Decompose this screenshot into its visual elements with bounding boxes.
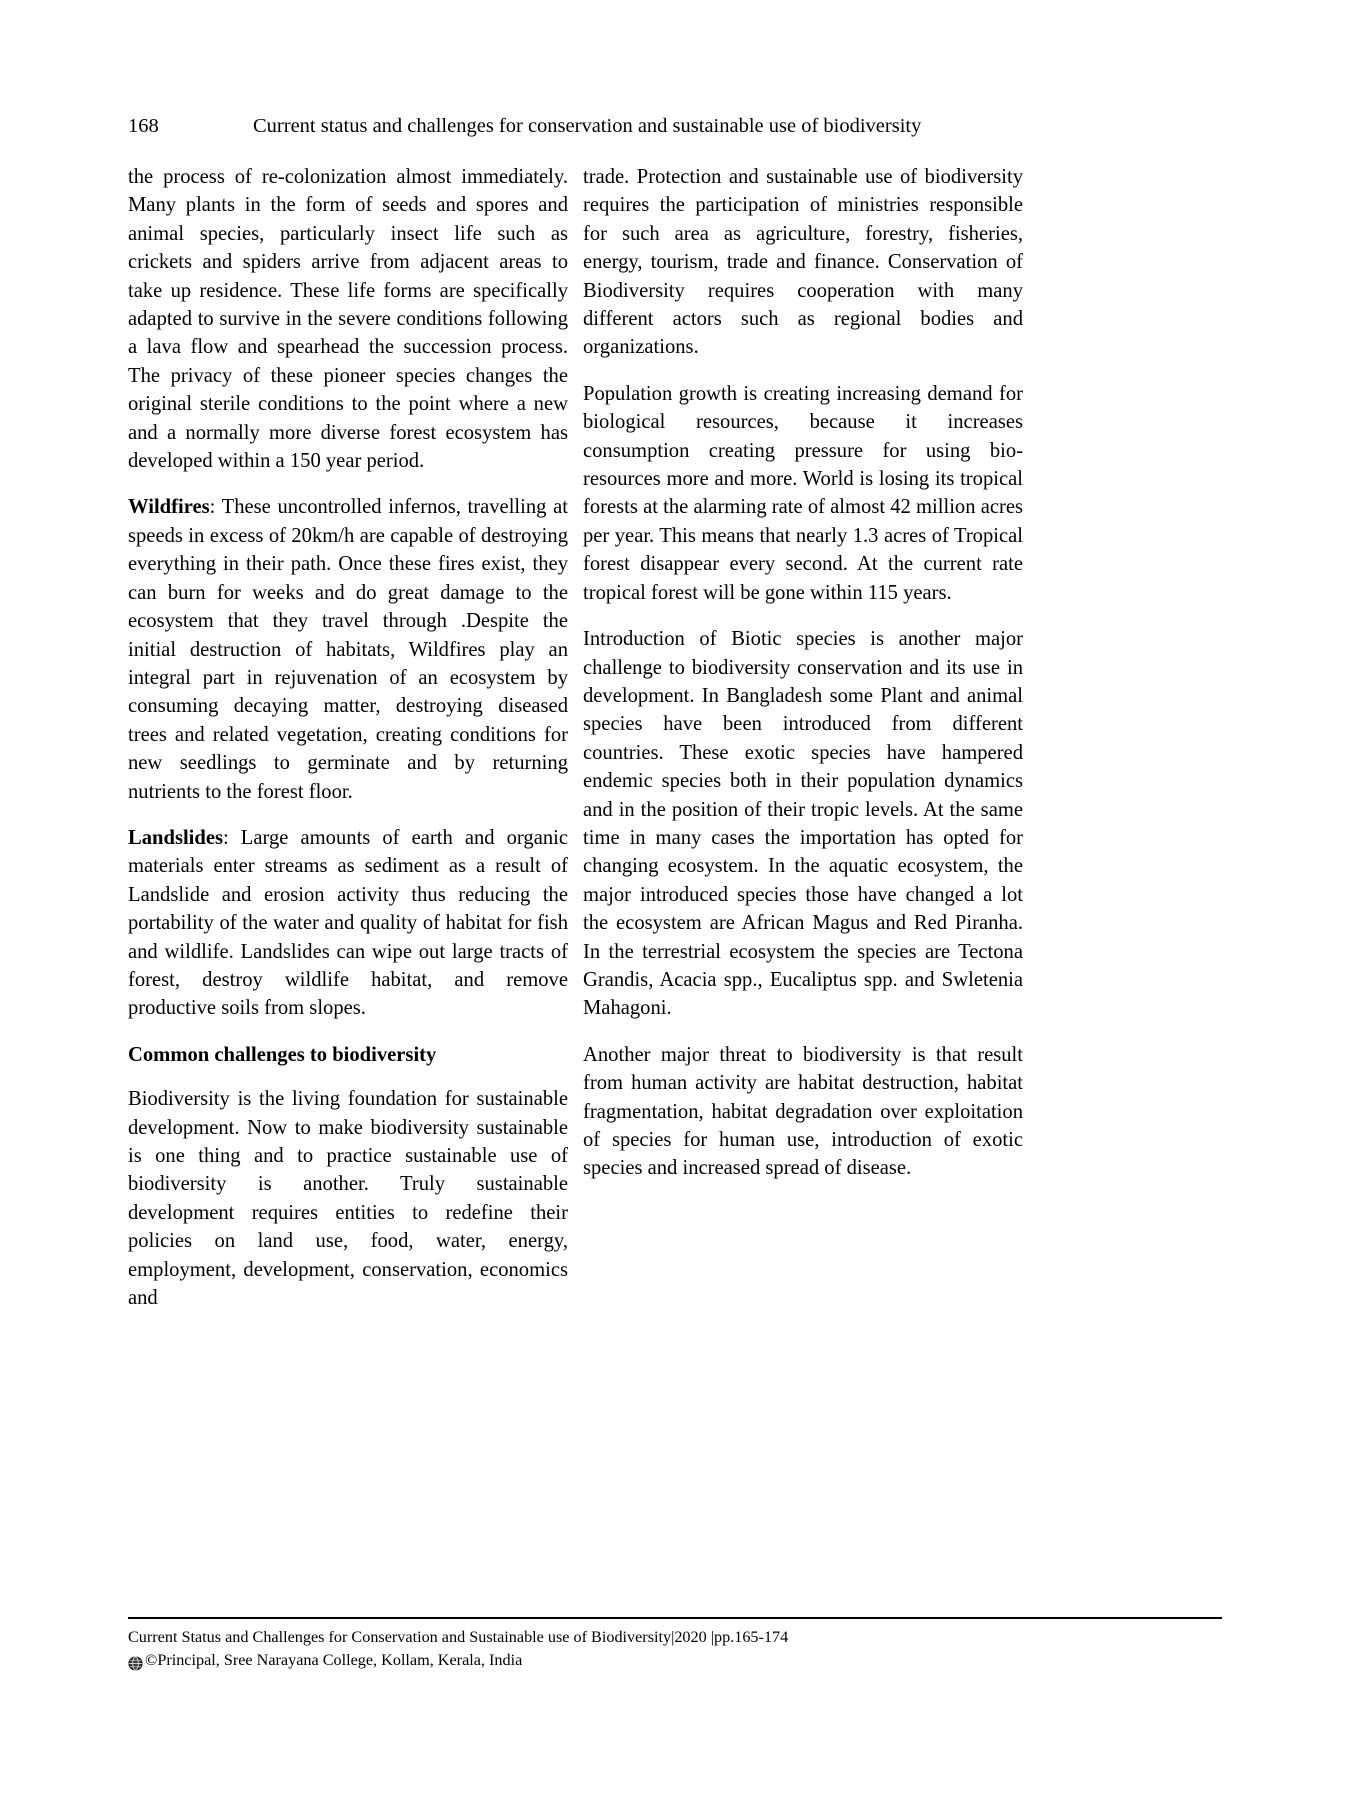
paragraph-text: : Large amounts of earth and organic materials enter streams as sediment as a result of Landslide and erosion activity thus reducing the portability of the water and quality of habitat for fish and wildlife. Landslides can wipe out large tracts of forest, destroy wildlife habitat, and remove productive soils from slopes. xyxy=(128,826,568,1020)
running-head xyxy=(128,113,1222,139)
page-footer xyxy=(128,1626,1222,1672)
section-subheading: Common challenges to biodiversity xyxy=(128,1043,437,1066)
column-left xyxy=(128,163,568,1312)
paragraph-landslides xyxy=(128,824,568,1023)
paragraph-lead-term: Wildfires xyxy=(128,496,210,519)
paragraph-wildfires xyxy=(128,493,568,805)
paragraph xyxy=(583,625,1023,1023)
paragraph xyxy=(128,1085,568,1312)
footer-citation-line: Current Status and Challenges for Conservation and Sustainable use of Biodiversity|2020 |pp.165-174 xyxy=(128,1628,789,1646)
paragraph xyxy=(128,163,568,475)
paragraph-text: the process of re-colonization almost immediately. Many plants in the form of seeds and spores and animal species, particularly insect life such as crickets and spiders arrive from adjacent areas to take up residence. These life forms are specifically adapted to survive in the severe conditions following a lava flow and spearhead the succession process. The privacy of these pioneer species changes the original sterile conditions to the point where a new and a normally more diverse forest ecosystem has developed within a 150 year period. xyxy=(128,166,568,473)
paragraph-lead-term: Landslides xyxy=(128,826,224,849)
footer-copyright-text: Principal, Sree Narayana College, Kollam, Kerala, India xyxy=(157,1651,523,1669)
paragraph xyxy=(583,380,1023,607)
paragraph xyxy=(583,1041,1023,1183)
globe-icon xyxy=(128,1655,143,1670)
footer-divider xyxy=(128,1617,1222,1619)
column-right xyxy=(583,163,1023,1183)
paragraph-text: Population growth is creating increasing demand for biological resources, because it increases consumption creating pressure for using bio-resources more and more. World is losing its tropical forests at the alarming rate of almost 42 million acres per year. This means that nearly 1.3 acres of Tropical forest disappear every second. At the current rate tropical forest will be gone within 115 years. xyxy=(583,382,1023,604)
footer-copyright-symbol: © xyxy=(145,1651,158,1669)
page-number: 168 xyxy=(128,115,159,137)
paragraph-text: Another major threat to biodiversity is that result from human activity are habitat destruction, habitat fragmentation, habitat degradation over exploitation of species for human use, introduction of exotic species and increased spread of disease. xyxy=(583,1043,1023,1180)
paragraph-text: : These uncontrolled infernos, travelling at speeds in excess of 20km/h are capable of destroying everything in their path. Once these fires exist, they can burn for weeks and do great damage to the ecosystem that they travel through .Despite the initial destruction of habitats, Wildfires play an integral part in rejuvenation of an ecosystem by consuming decaying matter, destroying diseased trees and related vegetation, creating conditions for new seedlings to germinate and by returning nutrients to the forest floor. xyxy=(128,496,568,803)
paragraph-text: trade. Protection and sustainable use of biodiversity requires the participation of ministries responsible for such area as agriculture, forestry, fisheries, energy, tourism, trade and finance. Conservation of Biodiversity requires cooperation with many different actors such as regional bodies and organizations. xyxy=(583,166,1023,359)
footer-copyright-line xyxy=(128,1649,1222,1672)
paragraph-text: Introduction of Biotic species is another major challenge to biodiversity conservation and its use in development. In Bangladesh some Plant and animal species have been introduced from different countries. These exotic species have hampered endemic species both in their population dynamics and in the position of their tropic levels. At the same time in many cases the importation has opted for changing ecosystem. In the aquatic ecosystem, the major introduced species those have changed a lot the ecosystem are African Magus and Red Piranha. In the terrestrial ecosystem the species are Tectona Grandis, Acacia spp., Eucaliptus spp. and Swletenia Mahagoni. xyxy=(583,628,1023,1020)
body-columns xyxy=(128,163,1222,1393)
paragraph-text: Biodiversity is the living foundation for sustainable development. Now to make biodiversity sustainable is one thing and to practice sustainable use of biodiversity is another. Truly sustainable development requires entities to redefine their policies on land use, food, water, energy, employment, development, conservation, economics and xyxy=(128,1088,568,1310)
running-head-title: Current status and challenges for conservation and sustainable use of biodiversity xyxy=(253,115,922,137)
paragraph xyxy=(583,163,1023,362)
